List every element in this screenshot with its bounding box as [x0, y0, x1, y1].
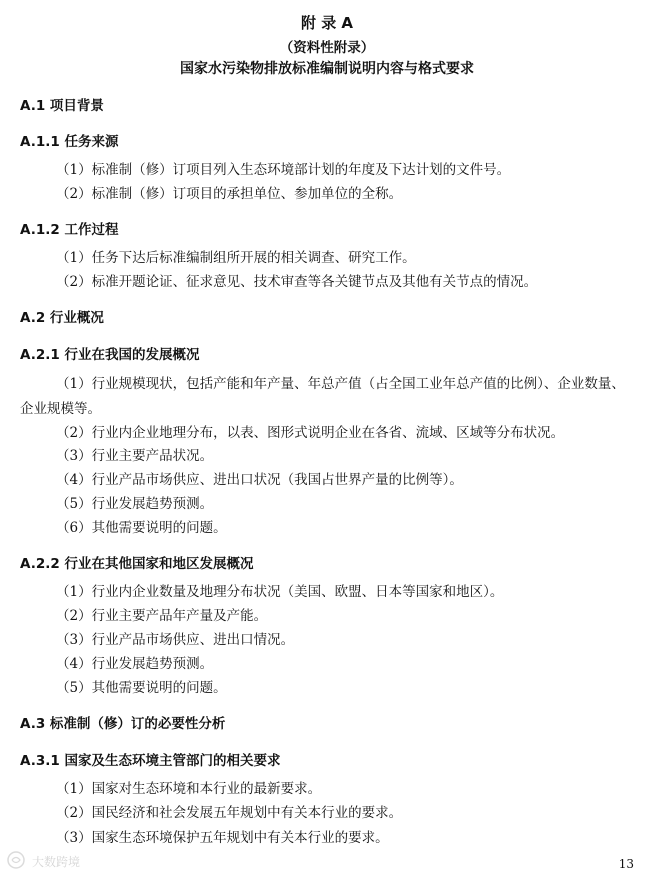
section-heading-a22: A.2.2 行业在其他国家和地区发展概况	[20, 556, 254, 572]
section-heading-a21: A.2.1 行业在我国的发展概况	[20, 347, 200, 363]
section-heading-a11: A.1.1 任务来源	[20, 134, 119, 150]
paragraph: （3）行业主要产品状况。	[56, 448, 214, 464]
paragraph: （1）行业规模现状，包括产能和年产量、年总产值（占全国工业年总产值的比例）、企业数量、	[56, 376, 625, 392]
paragraph: （2）标准制（修）订项目的承担单位、参加单位的全称。	[56, 186, 403, 202]
paragraph: （2）行业内企业地理分布，以表、图形式说明企业在各省、流域、区域等分布状况。	[56, 425, 565, 441]
paragraph: （2）行业主要产品年产量及产能。	[56, 608, 268, 624]
appendix-subtitle: （资料性附录）	[279, 40, 375, 56]
paragraph-continuation: 企业规模等。	[20, 401, 101, 417]
paragraph: （2）标准开题论证、征求意见、技术审查等各关键节点及其他有关节点的情况。	[56, 274, 538, 290]
section-heading-a2: A.2 行业概况	[20, 310, 104, 326]
paragraph: （3）行业产品市场供应、进出口情况。	[56, 632, 295, 648]
appendix-title: 附 录 A	[300, 14, 354, 32]
paragraph: （6）其他需要说明的问题。	[56, 520, 227, 536]
paragraph: （4）行业发展趋势预测。	[56, 656, 214, 672]
page-number: 13	[618, 857, 634, 871]
paragraph: （4）行业产品市场供应、进出口状况（我国占世界产量的比例等）。	[56, 472, 463, 488]
paragraph: （1）标准制（修）订项目列入生态环境部计划的年度及下达计划的文件号。	[56, 162, 511, 178]
section-heading-a1: A.1 项目背景	[20, 98, 104, 114]
document-title: 国家水污染物排放标准编制说明内容与格式要求	[180, 61, 474, 77]
section-heading-a31: A.3.1 国家及生态环境主管部门的相关要求	[20, 753, 281, 769]
paragraph: （2）国民经济和社会发展五年规划中有关本行业的要求。	[56, 805, 403, 821]
logo-icon	[6, 850, 28, 870]
paragraph: （1）任务下达后标准编制组所开展的相关调查、研究工作。	[56, 250, 416, 266]
watermark-text: 大数跨境	[32, 855, 81, 869]
paragraph: （3）国家生态环境保护五年规划中有关本行业的要求。	[56, 830, 389, 846]
paragraph: （1）行业内企业数量及地理分布状况（美国、欧盟、日本等国家和地区）。	[56, 584, 504, 600]
watermark	[6, 850, 126, 872]
section-heading-a12: A.1.2 工作过程	[20, 222, 119, 238]
section-heading-a3: A.3 标准制（修）订的必要性分析	[20, 716, 226, 732]
paragraph: （5）其他需要说明的问题。	[56, 680, 227, 696]
paragraph: （5）行业发展趋势预测。	[56, 496, 214, 512]
paragraph: （1）国家对生态环境和本行业的最新要求。	[56, 781, 322, 797]
